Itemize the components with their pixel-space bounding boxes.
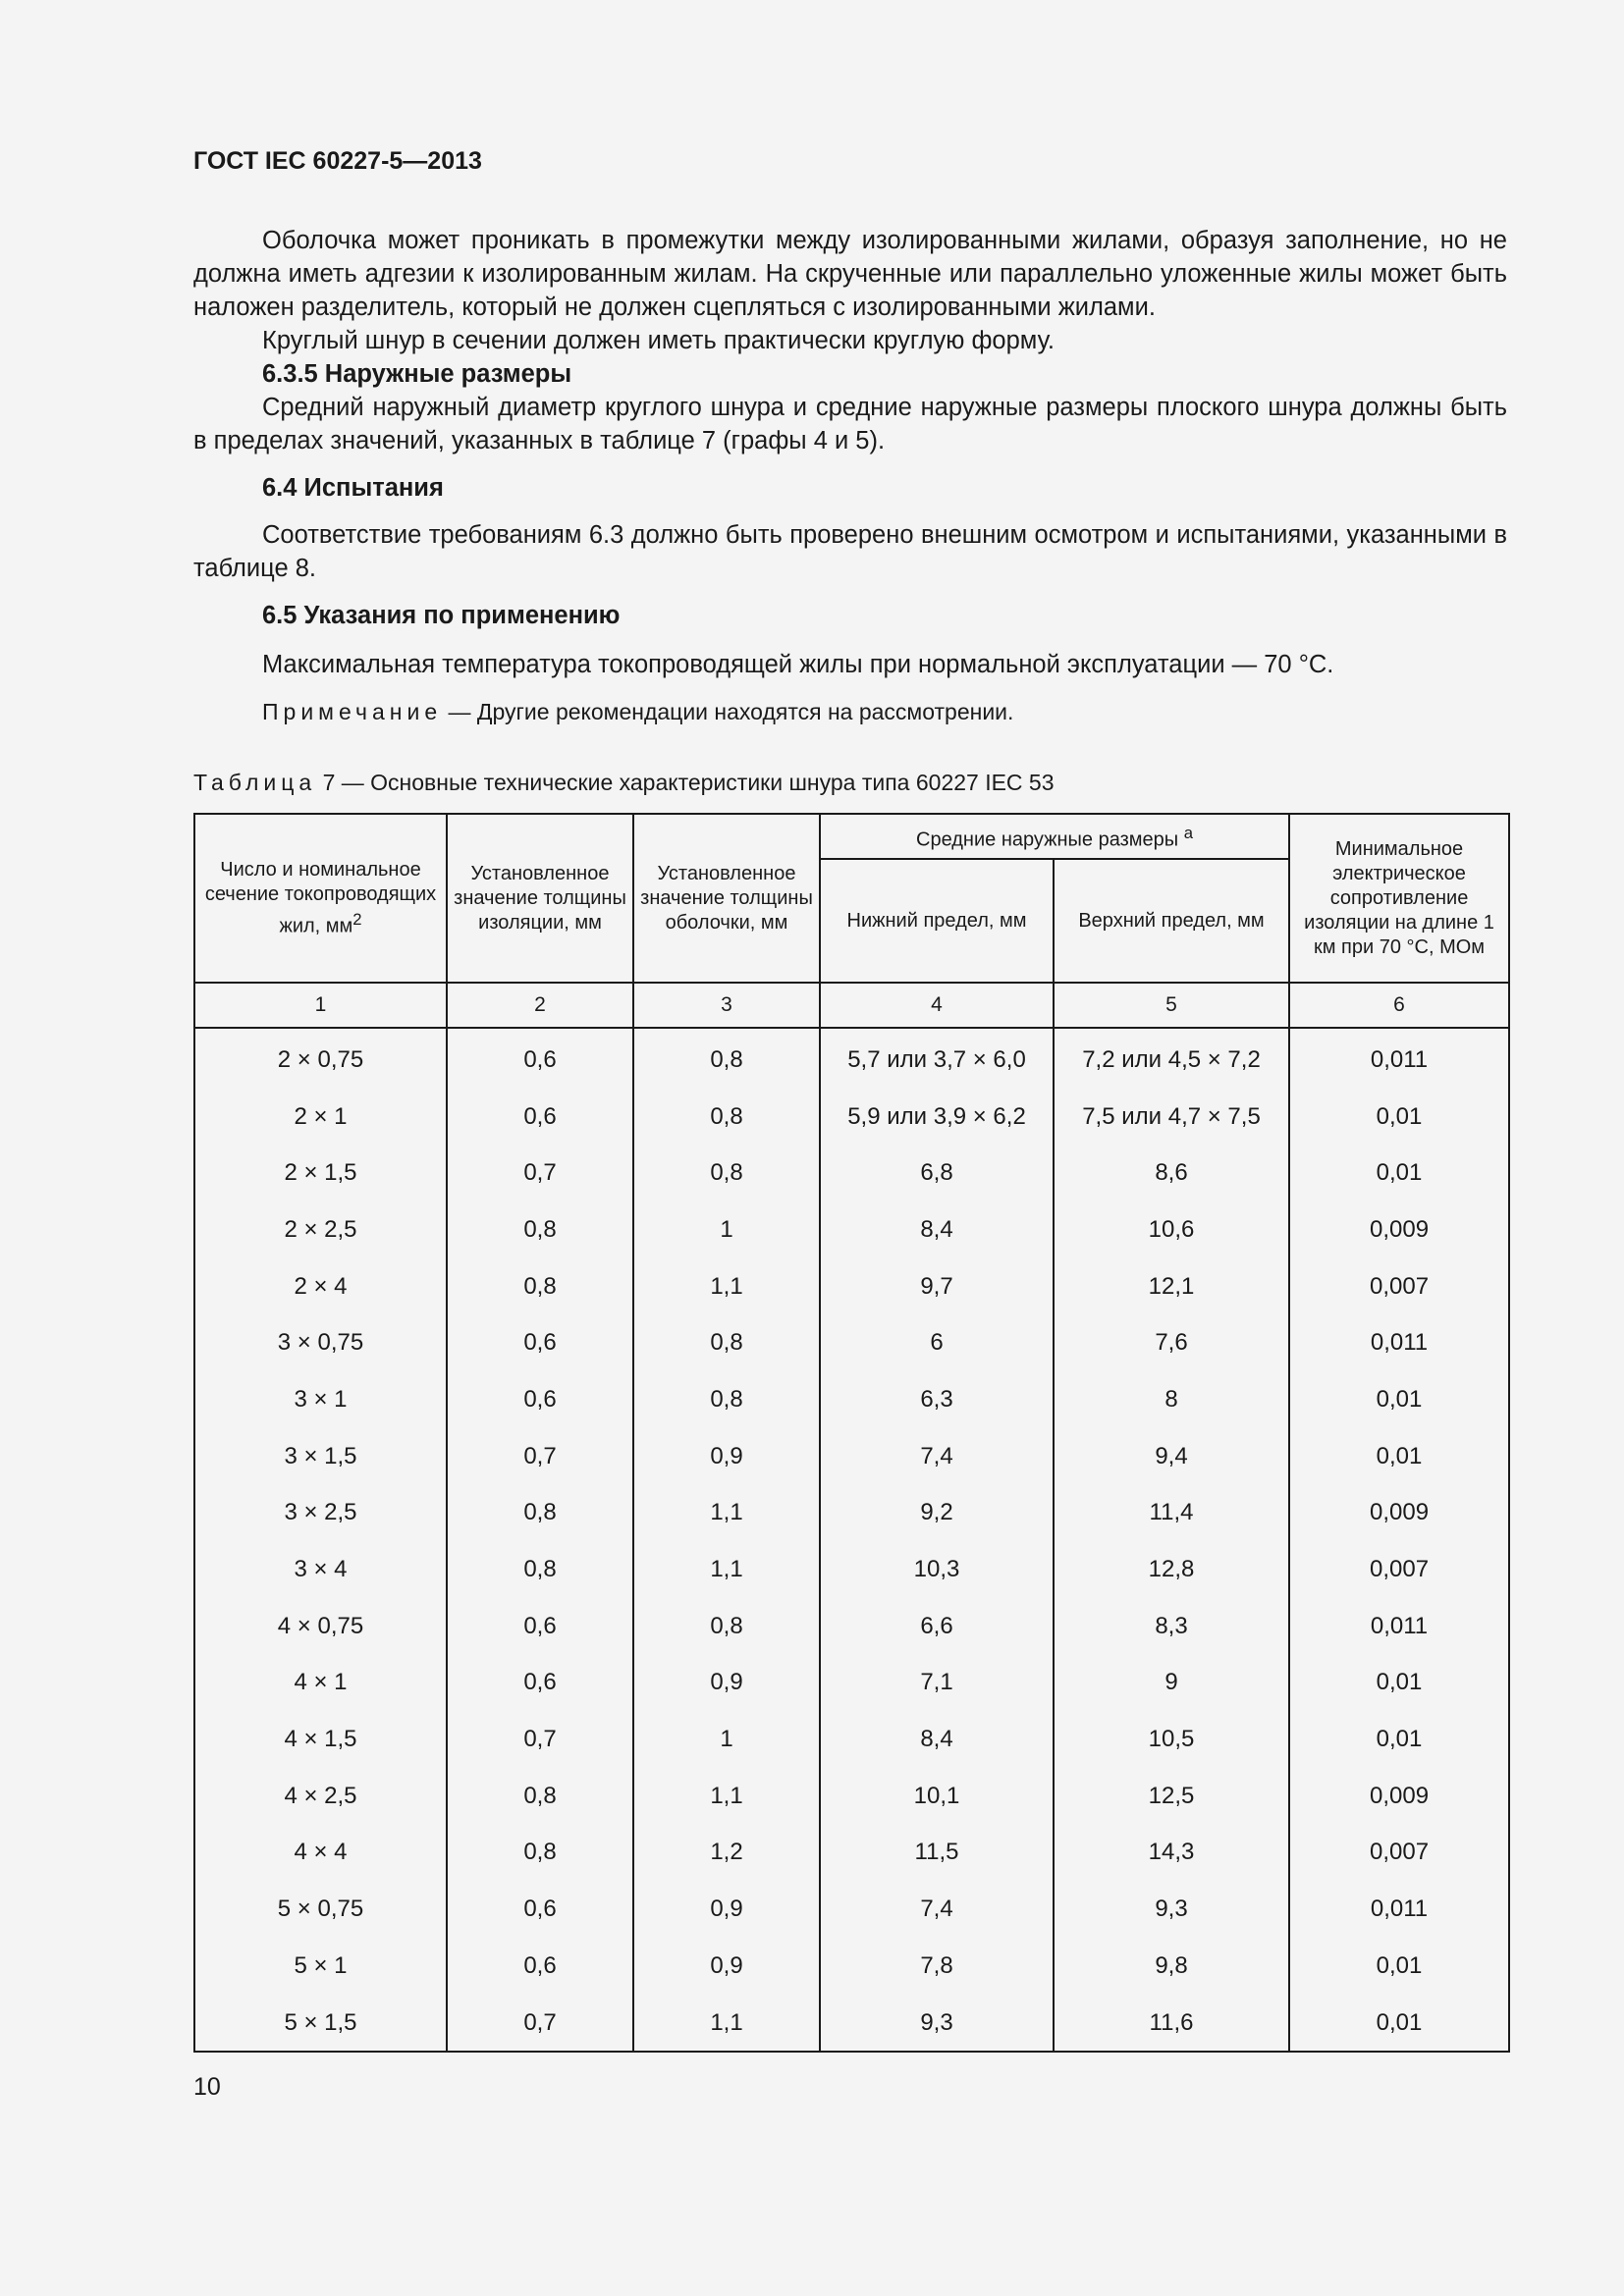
cell-resistance: 0,01 xyxy=(1289,1089,1509,1146)
cell-upper-limit: 10,6 xyxy=(1054,1201,1289,1258)
cell-resistance: 0,01 xyxy=(1289,1711,1509,1768)
cell-sheath: 0,8 xyxy=(633,1032,820,1089)
cell-cores: 4 × 1,5 xyxy=(194,1711,447,1768)
section-heading-6-3-5: 6.3.5 Наружные размеры xyxy=(262,360,572,388)
cell-insulation: 0,7 xyxy=(447,1428,633,1485)
cell-upper-limit: 9,8 xyxy=(1054,1938,1289,1995)
cell-cores: 4 × 0,75 xyxy=(194,1598,447,1655)
cell-insulation: 0,8 xyxy=(447,1541,633,1598)
table-row xyxy=(194,1314,1509,1371)
cell-lower-limit: 8,4 xyxy=(820,1711,1054,1768)
section-heading-6-4: 6.4 Испытания xyxy=(262,474,444,502)
cell-cores: 2 × 1 xyxy=(194,1089,447,1146)
cell-insulation: 0,8 xyxy=(447,1485,633,1542)
cell-lower-limit: 9,7 xyxy=(820,1258,1054,1315)
cell-insulation: 0,7 xyxy=(447,1711,633,1768)
document-code: ГОСТ IEC 60227-5—2013 xyxy=(193,147,482,175)
header-sheath-thickness: Установленное значение толщины оболочки, мм xyxy=(633,814,820,983)
cell-upper-limit: 12,5 xyxy=(1054,1768,1289,1825)
cell-upper-limit: 14,3 xyxy=(1054,1825,1289,1882)
cell-cores: 4 × 2,5 xyxy=(194,1768,447,1825)
table-row xyxy=(194,1711,1509,1768)
cell-sheath: 0,8 xyxy=(633,1089,820,1146)
cell-resistance: 0,011 xyxy=(1289,1314,1509,1371)
cell-upper-limit: 12,8 xyxy=(1054,1541,1289,1598)
cell-cores: 2 × 4 xyxy=(194,1258,447,1315)
cell-resistance: 0,01 xyxy=(1289,1371,1509,1428)
table-row xyxy=(194,1881,1509,1938)
column-numbers-row xyxy=(194,983,1509,1028)
header-mean-dimensions: Средние наружные размеры $^a$ xyxy=(820,814,1289,859)
cell-lower-limit: 10,3 xyxy=(820,1541,1054,1598)
cell-lower-limit: 5,9 или 3,9 × 6,2 xyxy=(820,1089,1054,1146)
table-row xyxy=(194,1371,1509,1428)
cell-lower-limit: 6,3 xyxy=(820,1371,1054,1428)
cell-lower-limit: 9,2 xyxy=(820,1485,1054,1542)
cell-insulation: 0,8 xyxy=(447,1201,633,1258)
table-row xyxy=(194,1825,1509,1882)
cell-upper-limit: 9,4 xyxy=(1054,1428,1289,1485)
cell-sheath: 0,8 xyxy=(633,1314,820,1371)
cell-upper-limit: 8,3 xyxy=(1054,1598,1289,1655)
cell-sheath: 0,8 xyxy=(633,1598,820,1655)
cell-sheath: 1 xyxy=(633,1201,820,1258)
table-caption-label: Таблица xyxy=(193,770,317,795)
cell-sheath: 1,1 xyxy=(633,1258,820,1315)
cell-sheath: 1,1 xyxy=(633,1995,820,2053)
column-number: 3 xyxy=(633,983,820,1028)
cell-upper-limit: 10,5 xyxy=(1054,1711,1289,1768)
cell-cores: 2 × 2,5 xyxy=(194,1201,447,1258)
cell-upper-limit: 9 xyxy=(1054,1655,1289,1712)
cell-resistance: 0,009 xyxy=(1289,1768,1509,1825)
cell-cores: 4 × 4 xyxy=(194,1825,447,1882)
cell-upper-limit: 9,3 xyxy=(1054,1881,1289,1938)
cell-cores: 5 × 1,5 xyxy=(194,1995,447,2053)
cell-insulation: 0,6 xyxy=(447,1314,633,1371)
cell-lower-limit: 7,4 xyxy=(820,1428,1054,1485)
table-row xyxy=(194,1938,1509,1995)
cell-cores: 5 × 1 xyxy=(194,1938,447,1995)
cell-lower-limit: 8,4 xyxy=(820,1201,1054,1258)
cell-sheath: 1,1 xyxy=(633,1485,820,1542)
cell-resistance: 0,01 xyxy=(1289,1995,1509,2053)
cell-cores: 3 × 1,5 xyxy=(194,1428,447,1485)
paragraph-max-temperature: Максимальная температура токопроводящей жилы при нормальной эксплуатации — 70 °С. xyxy=(262,651,1334,678)
cell-lower-limit: 7,1 xyxy=(820,1655,1054,1712)
cell-lower-limit: 6,6 xyxy=(820,1598,1054,1655)
document-body xyxy=(193,224,1507,728)
note xyxy=(193,695,1507,728)
table-row xyxy=(194,1032,1509,1089)
header-insulation-thickness: Установленное значение толщины изоляции, мм xyxy=(447,814,633,983)
table-row xyxy=(194,1428,1509,1485)
table-row xyxy=(194,1258,1509,1315)
table-caption xyxy=(193,770,1055,796)
header-insulation-resistance: Минимальное электрическое сопротивление изоляции на длине 1 км при 70 °С, МОм xyxy=(1289,814,1509,983)
cell-upper-limit: 8,6 xyxy=(1054,1145,1289,1201)
cell-cores: 2 × 1,5 xyxy=(194,1145,447,1201)
cell-cores: 3 × 4 xyxy=(194,1541,447,1598)
cell-insulation: 0,6 xyxy=(447,1655,633,1712)
cell-resistance: 0,01 xyxy=(1289,1655,1509,1712)
cell-resistance: 0,01 xyxy=(1289,1145,1509,1201)
column-number: 4 xyxy=(820,983,1054,1028)
column-number: 2 xyxy=(447,983,633,1028)
cell-insulation: 0,6 xyxy=(447,1089,633,1146)
section-heading-6-5: 6.5 Указания по применению xyxy=(262,602,621,629)
cell-resistance: 0,011 xyxy=(1289,1881,1509,1938)
cell-resistance: 0,011 xyxy=(1289,1598,1509,1655)
cell-resistance: 0,01 xyxy=(1289,1938,1509,1995)
paragraph-dimensions: Средний наружный диаметр круглого шнура и средние наружные размеры плоского шнура должны быть в пределах значений, указанных в таблице 7 (графы 4 и 5). xyxy=(193,394,1507,454)
cell-sheath: 0,8 xyxy=(633,1371,820,1428)
cell-resistance: 0,009 xyxy=(1289,1485,1509,1542)
paragraph-sheath: Оболочка может проникать в промежутки между изолированными жилами, образуя заполнение, но не должна иметь адгезии к изолированным жилам. На скрученные или параллельно уложенные жилы может быть наложен разделитель, который не должен сцепляться с изолированными жилами. xyxy=(193,227,1507,321)
table-row xyxy=(194,1201,1509,1258)
header-cores-section: Число и номинальное сечение токопроводящих жил, $мм^2$ xyxy=(194,814,447,983)
cell-insulation: 0,7 xyxy=(447,1995,633,2053)
page-number: 10 xyxy=(193,2073,221,2101)
note-label: Примечание xyxy=(262,699,443,724)
paragraph-tests: Соответствие требованиям 6.3 должно быть проверено внешним осмотром и испытаниями, указанными в таблице 8. xyxy=(193,521,1507,582)
cell-lower-limit: 7,8 xyxy=(820,1938,1054,1995)
cell-lower-limit: 6 xyxy=(820,1314,1054,1371)
cell-insulation: 0,6 xyxy=(447,1598,633,1655)
table-row xyxy=(194,1768,1509,1825)
cell-upper-limit: 7,2 или 4,5 × 7,2 xyxy=(1054,1032,1289,1089)
cell-insulation: 0,6 xyxy=(447,1938,633,1995)
cell-insulation: 0,6 xyxy=(447,1881,633,1938)
cell-insulation: 0,8 xyxy=(447,1768,633,1825)
cell-resistance: 0,007 xyxy=(1289,1541,1509,1598)
table-row xyxy=(194,1655,1509,1712)
table-row xyxy=(194,1089,1509,1146)
table-row xyxy=(194,1145,1509,1201)
cell-lower-limit: 10,1 xyxy=(820,1768,1054,1825)
characteristics-table xyxy=(193,813,1510,2053)
cell-upper-limit: 11,4 xyxy=(1054,1485,1289,1542)
column-number: 6 xyxy=(1289,983,1509,1028)
cell-resistance: 0,009 xyxy=(1289,1201,1509,1258)
cell-sheath: 0,9 xyxy=(633,1938,820,1995)
cell-upper-limit: 12,1 xyxy=(1054,1258,1289,1315)
paragraph-round-cord: Круглый шнур в сечении должен иметь практически круглую форму. xyxy=(262,327,1055,354)
table-body xyxy=(194,983,1509,2052)
header-lower-limit: Нижний предел, мм xyxy=(820,859,1054,983)
column-number: 5 xyxy=(1054,983,1289,1028)
column-number: 1 xyxy=(194,983,447,1028)
cell-lower-limit: 11,5 xyxy=(820,1825,1054,1882)
cell-sheath: 1 xyxy=(633,1711,820,1768)
cell-insulation: 0,7 xyxy=(447,1145,633,1201)
cell-insulation: 0,8 xyxy=(447,1258,633,1315)
cell-sheath: 1,1 xyxy=(633,1541,820,1598)
cell-resistance: 0,01 xyxy=(1289,1428,1509,1485)
cell-sheath: 0,9 xyxy=(633,1428,820,1485)
cell-sheath: 0,9 xyxy=(633,1655,820,1712)
cell-sheath: 0,9 xyxy=(633,1881,820,1938)
cell-resistance: 0,007 xyxy=(1289,1258,1509,1315)
table-row xyxy=(194,1541,1509,1598)
cell-sheath: 1,1 xyxy=(633,1768,820,1825)
cell-cores: 3 × 0,75 xyxy=(194,1314,447,1371)
cell-cores: 3 × 1 xyxy=(194,1371,447,1428)
cell-insulation: 0,6 xyxy=(447,1032,633,1089)
cell-cores: 2 × 0,75 xyxy=(194,1032,447,1089)
cell-insulation: 0,6 xyxy=(447,1371,633,1428)
note-text: — Другие рекомендации находятся на рассмотрении. xyxy=(442,699,1014,724)
cell-resistance: 0,007 xyxy=(1289,1825,1509,1882)
cell-lower-limit: 5,7 или 3,7 × 6,0 xyxy=(820,1032,1054,1089)
header-upper-limit: Верхний предел, мм xyxy=(1054,859,1289,983)
cell-lower-limit: 9,3 xyxy=(820,1995,1054,2053)
cell-cores: 4 × 1 xyxy=(194,1655,447,1712)
cell-upper-limit: 11,6 xyxy=(1054,1995,1289,2053)
cell-lower-limit: 6,8 xyxy=(820,1145,1054,1201)
table-row xyxy=(194,1598,1509,1655)
cell-sheath: 0,8 xyxy=(633,1145,820,1201)
cell-upper-limit: 8 xyxy=(1054,1371,1289,1428)
cell-sheath: 1,2 xyxy=(633,1825,820,1882)
cell-insulation: 0,8 xyxy=(447,1825,633,1882)
cell-upper-limit: 7,6 xyxy=(1054,1314,1289,1371)
table-caption-text: 7 — Основные технические характеристики шнура типа 60227 IEC 53 xyxy=(316,770,1055,795)
cell-cores: 3 × 2,5 xyxy=(194,1485,447,1542)
cell-lower-limit: 7,4 xyxy=(820,1881,1054,1938)
table-row xyxy=(194,1485,1509,1542)
table-row xyxy=(194,1995,1509,2053)
cell-upper-limit: 7,5 или 4,7 × 7,5 xyxy=(1054,1089,1289,1146)
cell-resistance: 0,011 xyxy=(1289,1032,1509,1089)
cell-cores: 5 × 0,75 xyxy=(194,1881,447,1938)
